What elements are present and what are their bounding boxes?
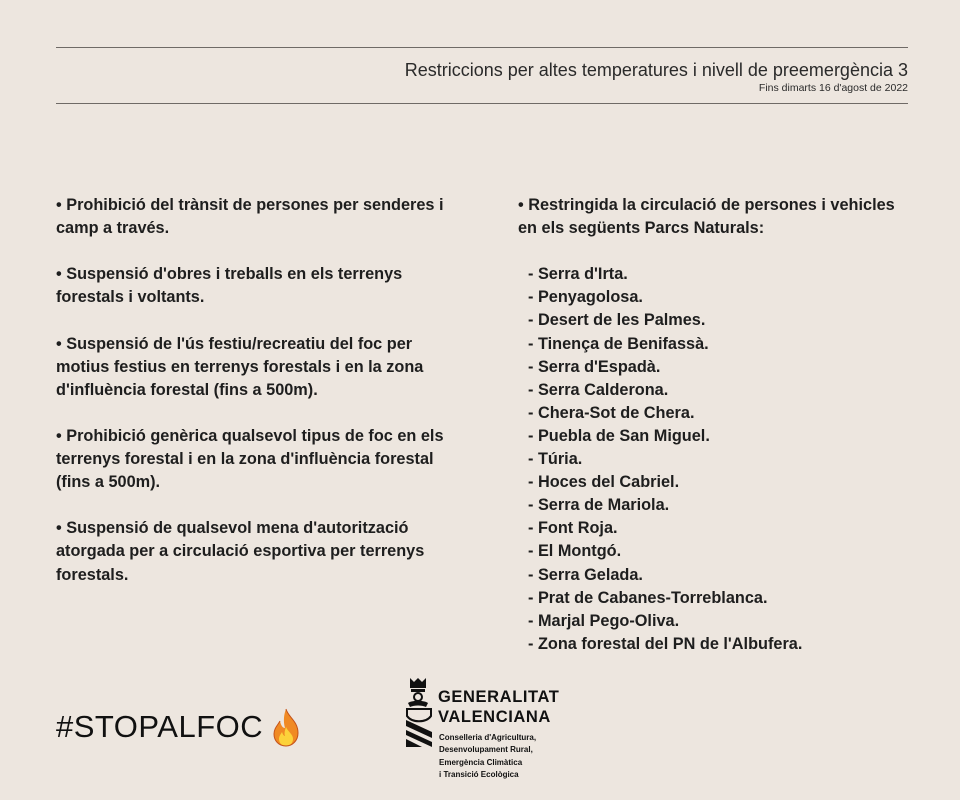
- park-item: - Serra d'Espadà.: [528, 357, 661, 376]
- header-bottom-rule: [56, 103, 908, 104]
- park-item: - Tinença de Benifassà.: [528, 334, 709, 353]
- logo-department: [439, 732, 536, 781]
- generalitat-emblem-icon: [402, 676, 436, 748]
- logo-name-line2: VALENCIANA: [438, 708, 551, 726]
- logo-department-line: Conselleria d'Agricultura,: [439, 733, 537, 742]
- restrictions-list: [56, 194, 456, 610]
- park-item: - Túria.: [528, 450, 583, 469]
- natural-parks-intro: • Restringida la circulació de persones i vehicles en els següents Parcs Naturals:: [518, 196, 895, 238]
- logo-department-line: Emergència Climàtica: [439, 757, 523, 767]
- park-item: - Marjal Pego-Oliva.: [528, 611, 680, 630]
- restriction-item: • Prohibició del trànsit de persones per senderes i camp a través.: [56, 196, 444, 238]
- hashtag: [56, 707, 301, 747]
- restriction-item: • Prohibició genèrica qualsevol tipus de foc en els terrenys forestal i en la zona d'influència forestal (fins a 500m).: [56, 426, 444, 492]
- restriction-item: • Suspensió de qualsevol mena d'autorització atorgada per a circulació esportiva per terrenys forestals.: [56, 519, 425, 584]
- page-title: Restriccions per altes temperatures i nivell de preemergència 3: [404, 60, 908, 80]
- generalitat-logo: [402, 676, 602, 786]
- park-item: - Chera-Sot de Chera.: [528, 403, 695, 422]
- park-item: - Serra Gelada.: [528, 565, 643, 584]
- restriction-item: • Suspensió de l'ús festiu/recreatiu del foc per motius festius en terrenys forestals i en la zona d'influència forestal (fins a 500m).: [56, 334, 424, 399]
- park-item: - Penyagolosa.: [528, 288, 643, 307]
- park-item: - Serra de Mariola.: [528, 496, 670, 515]
- park-item: - Puebla de San Miguel.: [528, 426, 710, 445]
- natural-parks-list: [518, 263, 908, 656]
- park-item: - El Montgó.: [528, 542, 622, 561]
- logo-name-line1: GENERALITAT: [438, 688, 560, 706]
- park-item: - Desert de les Palmes.: [528, 311, 706, 330]
- header-top-rule: [56, 47, 908, 48]
- park-item: - Prat de Cabanes-Torreblanca.: [528, 588, 768, 607]
- park-item: - Serra Calderona.: [528, 380, 669, 399]
- page-subtitle: Fins dimarts 16 d'agost de 2022: [758, 82, 908, 94]
- park-item: - Serra d'Irta.: [528, 265, 628, 284]
- fire-icon: [271, 707, 301, 747]
- logo-department-line: i Transició Ecològica: [439, 769, 519, 779]
- logo-department-line: Desenvolupament Rural,: [439, 745, 533, 755]
- natural-parks-section: [518, 194, 908, 656]
- park-item: - Zona forestal del PN de l'Albufera.: [528, 634, 803, 653]
- park-item: - Font Roja.: [528, 519, 618, 538]
- restriction-item: • Suspensió d'obres i treballs en els terrenys forestals i voltants.: [56, 265, 403, 307]
- hashtag-text: #STOPALFOC: [56, 709, 264, 744]
- park-item: - Hoces del Cabriel.: [528, 473, 680, 492]
